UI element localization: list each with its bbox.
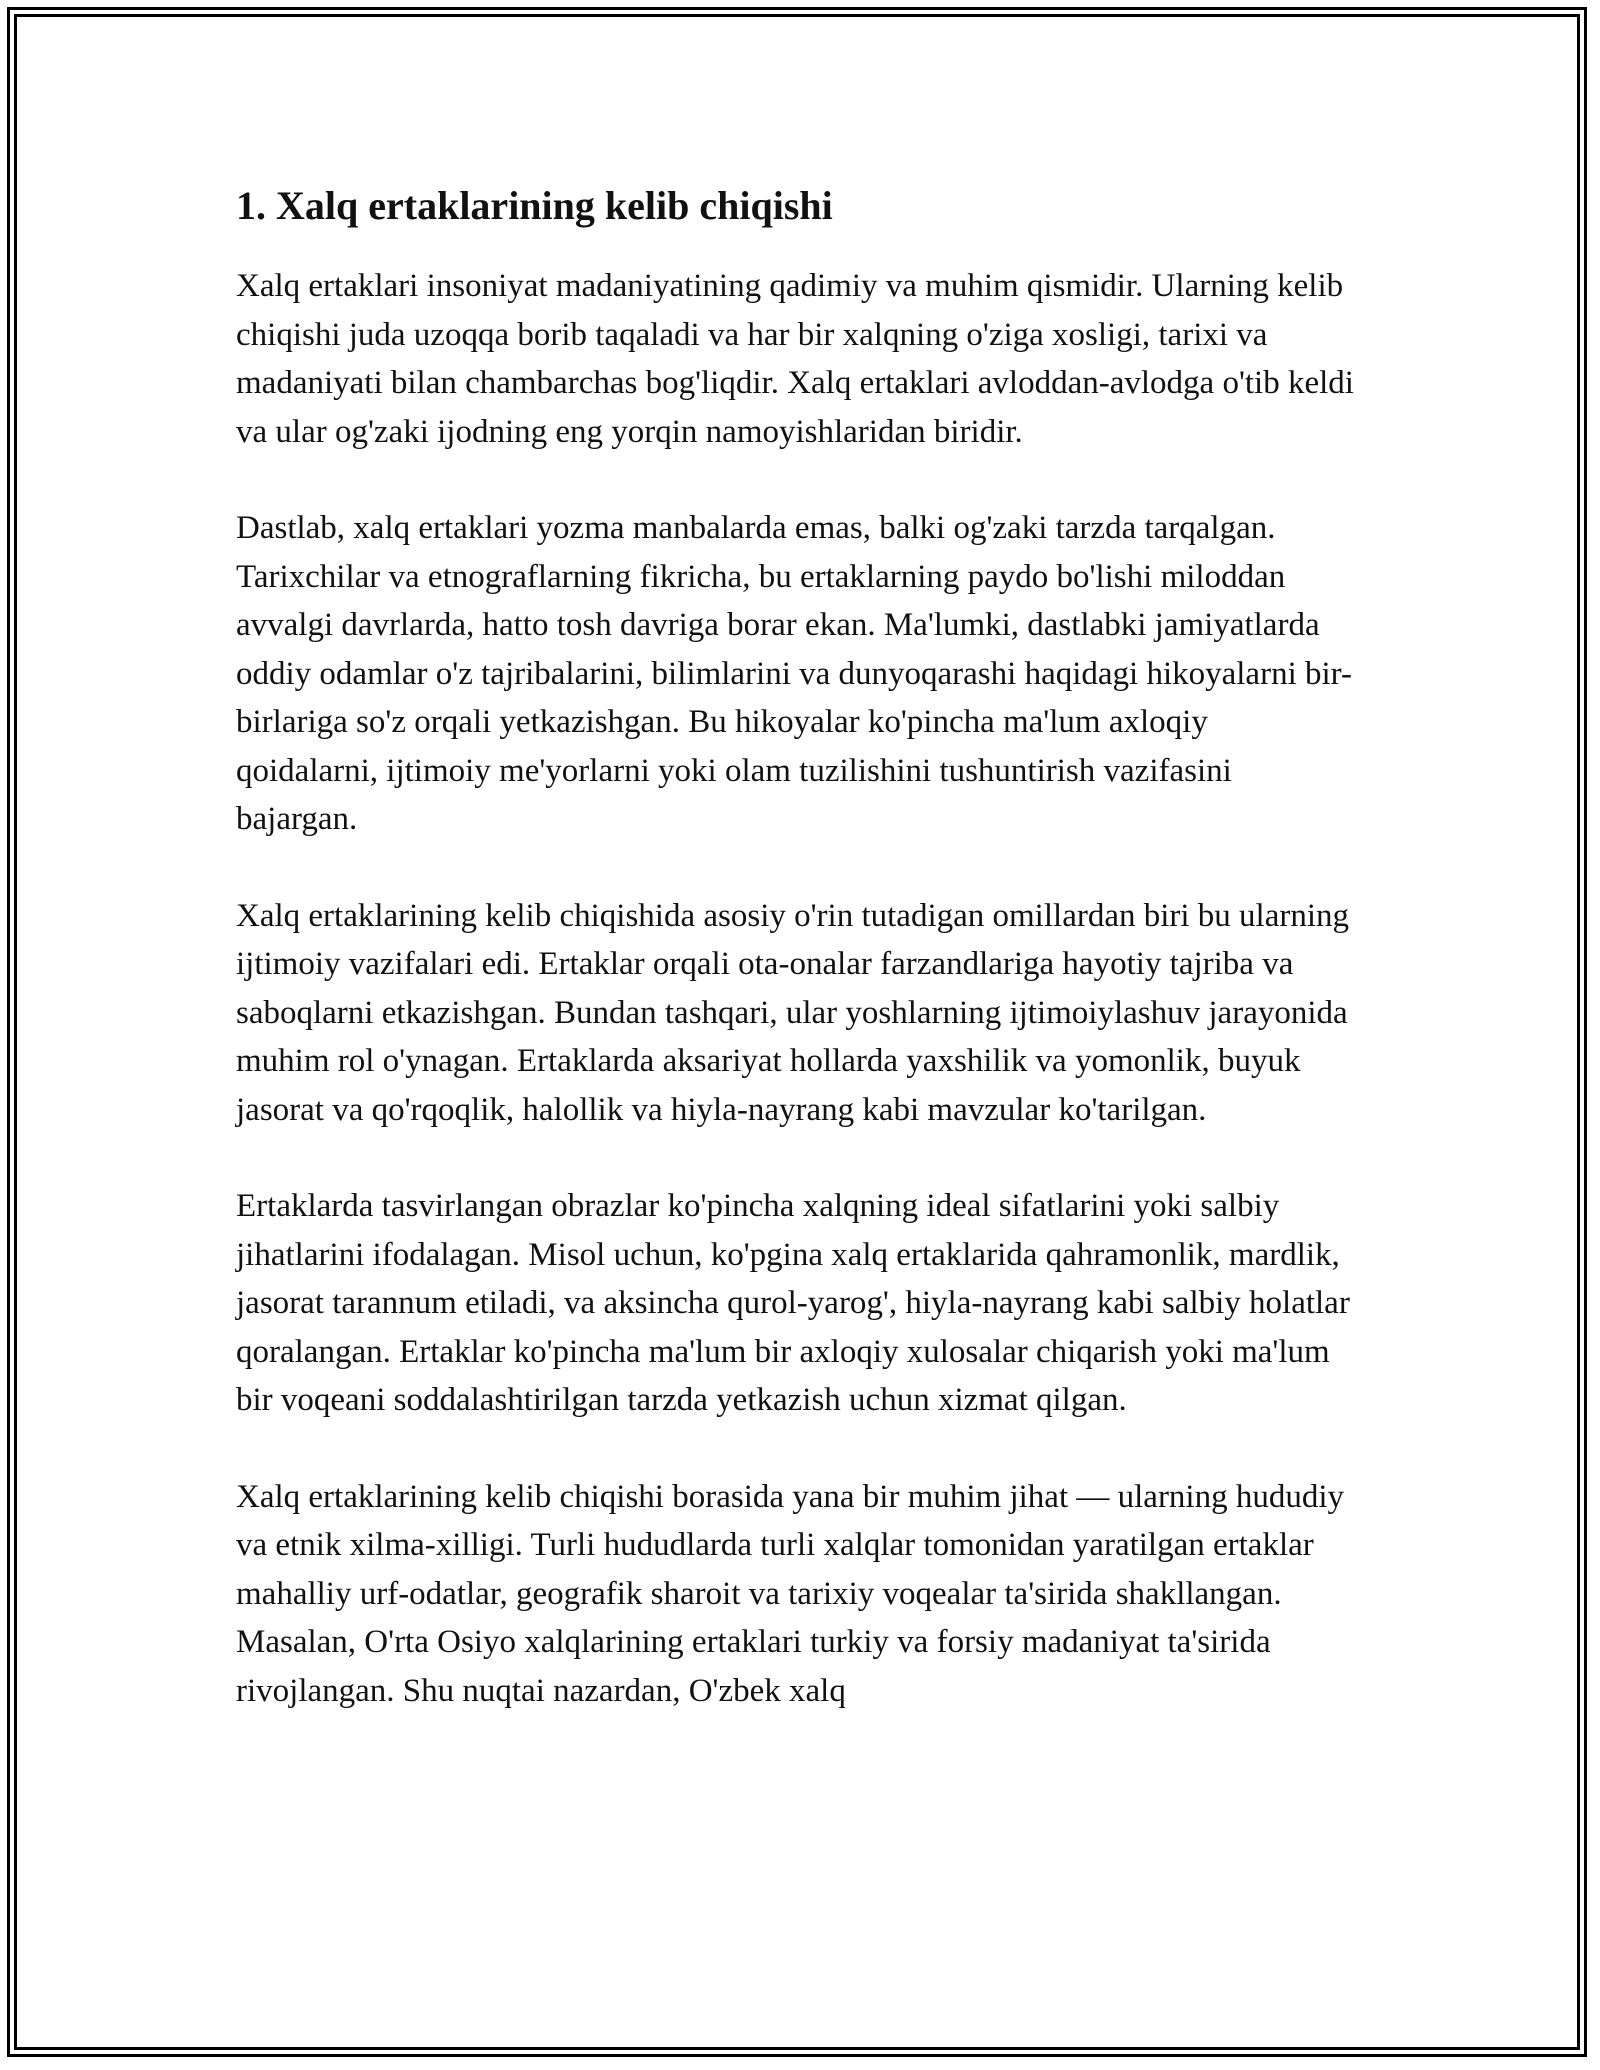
document-body [236,180,1356,1763]
paragraph-2: Dastlab, xalq ertaklari yozma manbalarda emas, balki og'zaki tarzda tarqalgan. Tarixchilar va etnograflarning fikricha, bu ertaklarning paydo bo'lishi miloddan avvalgi davrlarda, hatto tosh davriga borar ekan. Ma'lumki, dastlabki jamiyatlarda oddiy odamlar o'z tajribalarini, bilimlarini va dunyoqarashi haqidagi hikoyalarni bir-birlariga so'z orqali yetkazishgan. Bu hikoyalar ko'pincha ma'lum axloqiy qoidalarni, ijtimoiy me'yorlarni yoki olam tuzilishini tushuntirish vazifasini bajargan. [236,510,1352,837]
paragraph-5: Xalq ertaklarining kelib chiqishi borasida yana bir muhim jihat — ularning hududiy va etnik xilma-xilligi. Turli hududlarda turli xalqlar tomonidan yaratilgan ertaklar mahalliy urf-odatlar, geografik sharoit va tarixiy voqealar ta'sirida shakllangan. Masalan, O'rta Osiyo xalqlarining ertaklari turkiy va forsiy madaniyat ta'sirida rivojlangan. Shu nuqtai nazardan, O'zbek xalq [236,1478,1345,1709]
section-heading: 1. Xalq ertaklarining kelib chiqishi [236,183,833,228]
paragraph-3: Xalq ertaklarining kelib chiqishida asosiy o'rin tutadigan omillardan biri bu ularning ijtimoiy vazifalari edi. Ertaklar orqali ota-onalar farzandlariga hayotiy tajriba va saboqlarni etkazishgan. Bundan tashqari, ular yoshlarning ijtimoiylashuv jarayonida muhim rol o'ynagan. Ertaklarda aksariyat hollarda yaxshilik va yomonlik, buyuk jasorat va qo'rqoqlik, halollik va hiyla-nayrang kabi mavzular ko'tarilgan. [236,897,1350,1128]
paragraph-1: Xalq ertaklari insoniyat madaniyatining qadimiy va muhim qismidir. Ularning kelib chiqishi juda uzoqqa borib taqaladi va har bir xalqning o'ziga xosligi, tarixi va madaniyati bilan chambarchas bog'liqdir. Xalq ertaklari avloddan-avlodga o'tib keldi va ular og'zaki ijodning eng yorqin namoyishlaridan biridir. [236,268,1354,450]
paragraph-4: Ertaklarda tasvirlangan obrazlar ko'pincha xalqning ideal sifatlarini yoki salbiy jihatlarini ifodalagan. Misol uchun, ko'pgina xalq ertaklarida qahramonlik, mardlik, jasorat tarannum etiladi, va aksincha qurol-yarog', hiyla-nayrang kabi salbiy holatlar qoralangan. Ertaklar ko'pincha ma'lum bir axloqiy xulosalar chiqarish yoki ma'lum bir voqeani soddalashtirilgan tarzda yetkazish uchun xizmat qilgan. [236,1188,1350,1418]
